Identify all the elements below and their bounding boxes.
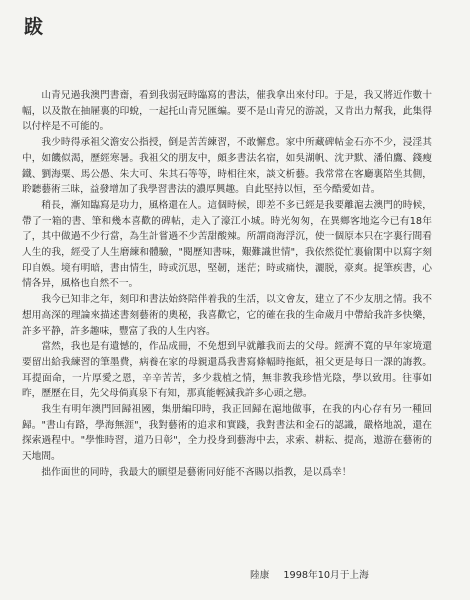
signature bbox=[250, 567, 383, 581]
paragraph: 拙作面世的同時，我最大的願望是藝術同好能不吝賜以指教，是以爲幸！ bbox=[41, 466, 352, 478]
paragraph: 稍長，漸知臨寫是功力，風格還在人。這個時候，即差不多已經是我要離滬去澳門的時候，帶了一箱的書、筆和幾本喜歡的碑帖，走入了濠江小城。時光匆匆，在異鄉客地迄今已有18年了，其中做過不少行當，為生計嘗過不少苦甜酸辣。所謂商海浮沉，使一個原本只在字裏行間看人生的我，經受了人生磨練和體驗，"閱歷知書味，艱難識世情"，我依然從忙裏偷閑中以寫字刻印自娛。境有明暗，書由情生，時或沉思，堅韌，迷茫；時或痛快，灑脱，豪爽。捉筆疾書，心情各异，風格也自然不一。 bbox=[22, 199, 432, 290]
page-title: 跋 bbox=[24, 16, 46, 38]
author-name: 陸康 bbox=[250, 570, 270, 581]
paragraph: 我今已知非之年，刻印和書法始終陪伴着我的生活，以文會友，建立了不少友朋之情。我不想用高深的理論來描述書刻藝術的奧秘，我喜歡它，它的確在我的生命歲月中帶給我許多快樂，許多平静，許多趣味，豐富了我的人生内容。 bbox=[22, 294, 432, 337]
paragraph: 我少時得承祖父澹安公指授，倒是苦苦練習，不敢懈怠。家中所藏碑帖金石亦不少，浸淫其中，如饑似渴，歷經寒暑。我祖父的朋友中，頗多書法名宿，如吳湖帆、沈尹默、潘伯鷹、錢瘦鐵、劉海粟、馬公愚、朱大可、朱其石等等，時相往來，談文析藝。我常常在客廳裏陪坐其側，聆聽藝術三昧，益發增加了我學習書法的濃厚興趣。自此堅持以恒，至今酷愛如昔。 bbox=[22, 137, 432, 196]
paragraph: 當然，我也是有遺憾的，作品成冊，不免想到早就離我而去的父母。經濟不寬的早年家境還要留出給我練習的筆墨費，病養在家的母親還爲我書寫條幅時拖紙，祖父更是每日一課的誨教。耳提面命，一片厚愛之恩，辛辛苦苦，多少栽植之情，無非教我珍惜光陰，學以致用。往事如昨，歷歷在目，先父母倘真泉下有知，那真能輕減我許多心頭之戀。 bbox=[22, 341, 432, 400]
postscript-body bbox=[22, 88, 432, 481]
paragraph: 山青兄過我澳門書齋，看到我弱冠時臨寫的書法，催我拿出來付印。于是，我又將近作數十幅，以及散在抽屜裏的印蛻，一起托山青兄匯編。要不是山青兄的游説，又肯出力幫我，此集得以付梓是不可能的。 bbox=[22, 90, 432, 133]
paragraph: 我生有明年澳門回歸祖國，集册編印時，我正回歸在滬地做事，在我的内心存有另一種回歸。"書山有路，學海無涯"，我對藝術的追求和實踐，我對書法和金石的認識，嚴格地説，還在探索過程中。"學惟時習，道乃日彰"，全力投身到藝海中去，求索、耕耘、提高，遨游在藝術的天地間。 bbox=[22, 404, 432, 463]
signature-date: 1998年10月于上海 bbox=[283, 570, 369, 581]
